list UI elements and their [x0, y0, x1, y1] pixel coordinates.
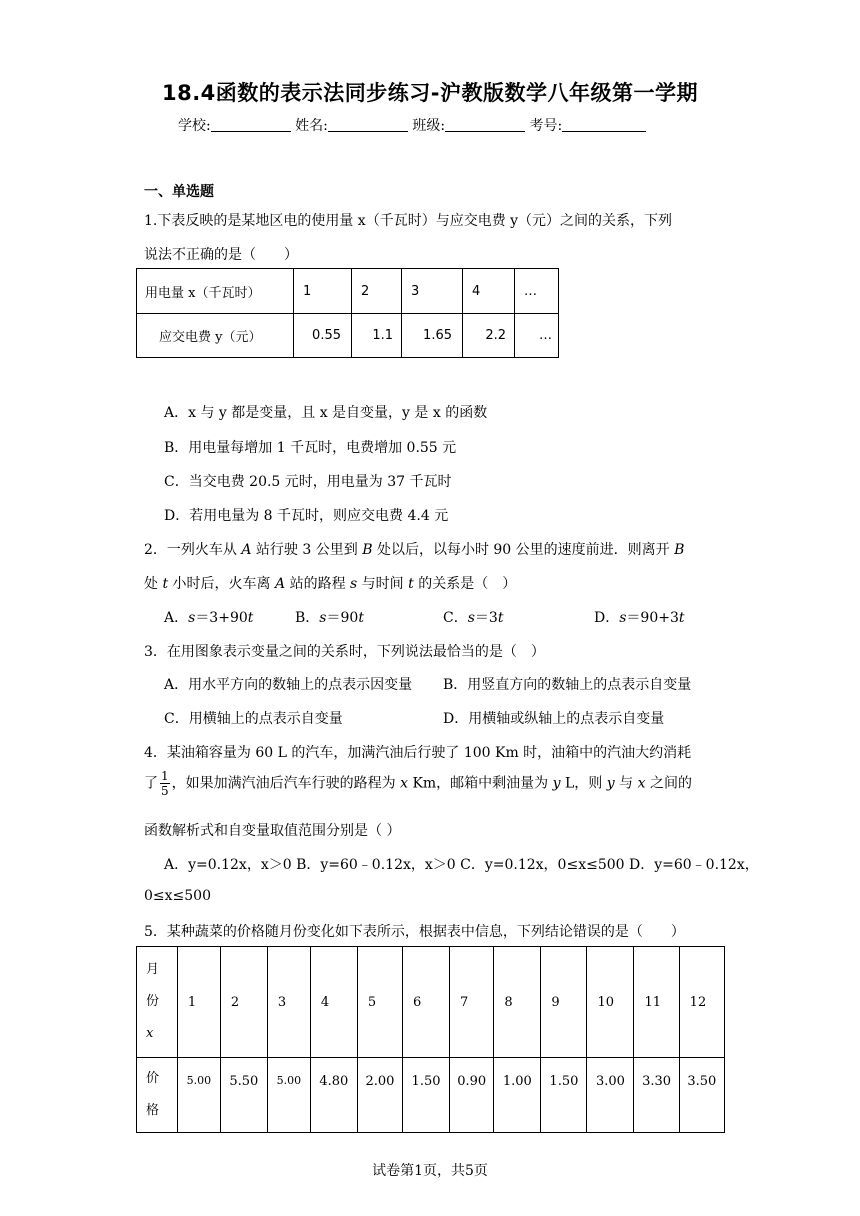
school-label: 学校:	[178, 118, 211, 134]
var: y	[552, 775, 561, 792]
var: t	[678, 610, 685, 626]
var: t	[247, 610, 254, 626]
var: s	[188, 610, 196, 626]
var: x	[637, 775, 646, 792]
table-cell: 5	[357, 947, 402, 1058]
text: 站行驶 3 公里到	[251, 542, 363, 558]
table-cell: 3	[267, 947, 310, 1058]
table-cell: 1.50	[541, 1058, 587, 1133]
var: A	[275, 576, 286, 592]
q3-option-a[interactable]: A．用水平方向的数轴上的点表示因变量	[164, 677, 413, 693]
table-row	[137, 947, 725, 1058]
table-cell: 1.00	[494, 1058, 541, 1133]
text: ＝3	[474, 610, 498, 626]
text: C．	[443, 610, 468, 626]
q1-option-c[interactable]: C．当交电费 20.5 元时，用电量为 37 千瓦时	[164, 474, 452, 490]
text: 2．一列火车从	[144, 542, 242, 558]
class-blank[interactable]	[445, 117, 525, 132]
var: y	[606, 775, 615, 792]
text: 处	[144, 576, 163, 592]
table-cell: 3.00	[587, 1058, 634, 1133]
q4-options-line2[interactable]: 0≤x≤500	[144, 888, 211, 904]
table-cell: 用电量 x（千瓦时）	[137, 269, 294, 314]
text: ，如果加满汽油后汽车行驶的路程为	[171, 775, 401, 792]
table-cell: 1.50	[403, 1058, 450, 1133]
table-cell: 5.00	[267, 1058, 310, 1133]
text: ＝90+3	[626, 610, 679, 626]
var: s	[619, 610, 627, 626]
table-cell: 应交电费 y（元）	[137, 314, 294, 358]
school-blank[interactable]	[211, 117, 291, 132]
table-cell: …	[515, 314, 559, 358]
var: t	[497, 610, 504, 626]
var: s	[319, 610, 327, 626]
q2-stem-line2	[144, 573, 516, 593]
text: 处以后，以每小时 90 公里的速度前进．则离开	[372, 542, 675, 558]
table-cell: 2.2	[463, 314, 515, 358]
q4-stem-line1: 4．某油箱容量为 60 L 的汽车，加满汽油后行驶了 100 Km 时，油箱中的汽油大约消耗	[144, 745, 692, 761]
fraction-denominator: 5	[161, 784, 169, 798]
student-info-line	[178, 115, 646, 135]
fraction	[160, 769, 170, 798]
table-cell: 2	[220, 947, 267, 1058]
table-cell: 3.50	[679, 1058, 724, 1133]
q1-stem-line1: 1.下表反映的是某地区电的使用量 x（千瓦时）与应交电费 y（元）之间的关系，下列	[144, 213, 673, 229]
q2-option-c[interactable]	[443, 607, 503, 627]
q1-stem-line2: 说法不正确的是（ ）	[144, 247, 298, 263]
text: 小时后，火车离	[168, 576, 275, 592]
text: 的关系是（ ）	[413, 576, 517, 592]
var: t	[358, 610, 364, 626]
table-cell: 2	[352, 269, 402, 314]
text: L，则	[560, 775, 607, 792]
class-label: 班级:	[412, 118, 446, 134]
var: x	[400, 775, 408, 792]
exam-no-label: 考号:	[529, 118, 563, 134]
table-cell: 0.55	[294, 314, 352, 358]
var: B	[362, 542, 373, 558]
label-char: 格	[146, 1103, 160, 1118]
q3-option-b[interactable]: B．用竖直方向的数轴上的点表示自变量	[443, 677, 692, 693]
q1-option-b[interactable]: B．用电量每增加 1 千瓦时，电费增加 0.55 元	[164, 440, 457, 456]
table-cell-price-label	[137, 1058, 178, 1133]
table-row	[137, 269, 559, 314]
table-cell: 9	[541, 947, 587, 1058]
text: 站的路程	[285, 576, 351, 592]
name-blank[interactable]	[328, 117, 408, 132]
q2-option-d[interactable]	[594, 607, 685, 627]
q3-option-d[interactable]: D．用横轴或纵轴上的点表示自变量	[443, 711, 665, 727]
text: Km，邮箱中剩油量为	[408, 775, 553, 792]
table-cell: 4	[463, 269, 515, 314]
table-cell: 6	[403, 947, 450, 1058]
table-cell: 12	[679, 947, 724, 1058]
table-cell: 7	[450, 947, 494, 1058]
var: s	[467, 610, 475, 626]
var: t	[408, 576, 414, 592]
fraction-numerator: 1	[161, 769, 169, 783]
page-title: 18.4函数的表示法同步练习-沪教版数学八年级第一学期	[161, 81, 699, 105]
table-cell-month-label	[137, 947, 178, 1058]
text: B．	[295, 610, 320, 626]
text: 之间的	[645, 775, 692, 792]
text: A．	[164, 610, 189, 626]
table-cell: 1.1	[352, 314, 402, 358]
page-footer: 试卷第1页，共5页	[372, 1163, 488, 1179]
table-row	[137, 1058, 725, 1133]
text: 与	[614, 775, 638, 792]
label-char: 价	[146, 1071, 160, 1086]
text: ＝3+90	[195, 610, 248, 626]
q2-option-b[interactable]	[295, 607, 364, 627]
q1-option-a[interactable]: A．x 与 y 都是变量，且 x 是自变量，y 是 x 的函数	[164, 405, 488, 421]
table-cell: 8	[494, 947, 541, 1058]
table-cell: 1.65	[402, 314, 463, 358]
table-cell: 1	[177, 947, 220, 1058]
label-char: 份	[146, 994, 160, 1009]
table-cell: 5.00	[177, 1058, 220, 1133]
text: D．	[594, 610, 620, 626]
table-cell: 3	[402, 269, 463, 314]
table-cell: 4	[310, 947, 357, 1058]
q5-stem: 5．某种蔬菜的价格随月份变化如下表所示，根据表中信息，下列结论错误的是（ ）	[144, 924, 685, 940]
q3-stem: 3．在用图象表示变量之间的关系时，下列说法最恰当的是（ ）	[144, 644, 545, 660]
q5-table	[136, 946, 725, 1133]
name-label: 姓名:	[295, 118, 328, 134]
q4-options-line1[interactable]: A．y=0.12x，x＞0 B．y=60﹣0.12x，x＞0 C．y=0.12x，0≤x≤500 D．y=60﹣0.12x，	[164, 857, 759, 873]
q1-option-d[interactable]: D．若用电量为 8 千瓦时，则应交电费 4.4 元	[164, 508, 449, 524]
table-cell: 2.00	[357, 1058, 402, 1133]
q2-option-a[interactable]	[164, 607, 253, 627]
q4-stem-line3: 函数解析式和自变量取值范围分别是（ ）	[144, 823, 401, 839]
var: t	[162, 576, 169, 592]
q3-option-c[interactable]: C．用横轴上的点表示自变量	[164, 711, 343, 727]
q1-table	[136, 268, 559, 358]
table-cell: 3.30	[634, 1058, 679, 1133]
table-cell: 0.90	[450, 1058, 494, 1133]
q4-stem-line2	[144, 769, 692, 798]
text: 与时间	[357, 576, 409, 592]
table-cell: 1	[294, 269, 352, 314]
label-char: x	[146, 1026, 154, 1041]
text: 了	[144, 775, 158, 792]
table-cell: 10	[587, 947, 634, 1058]
text: ＝90	[326, 610, 359, 626]
table-cell: 5.50	[220, 1058, 267, 1133]
var: B	[674, 542, 685, 558]
table-cell: 11	[634, 947, 679, 1058]
var: s	[350, 576, 358, 592]
table-row	[137, 314, 559, 358]
var: A	[241, 542, 252, 558]
q2-stem-line1	[144, 539, 684, 559]
section-heading: 一、单选题	[144, 184, 214, 200]
label-char: 月	[146, 962, 160, 977]
exam-no-blank[interactable]	[562, 117, 646, 132]
table-cell: …	[515, 269, 559, 314]
table-cell: 4.80	[310, 1058, 357, 1133]
